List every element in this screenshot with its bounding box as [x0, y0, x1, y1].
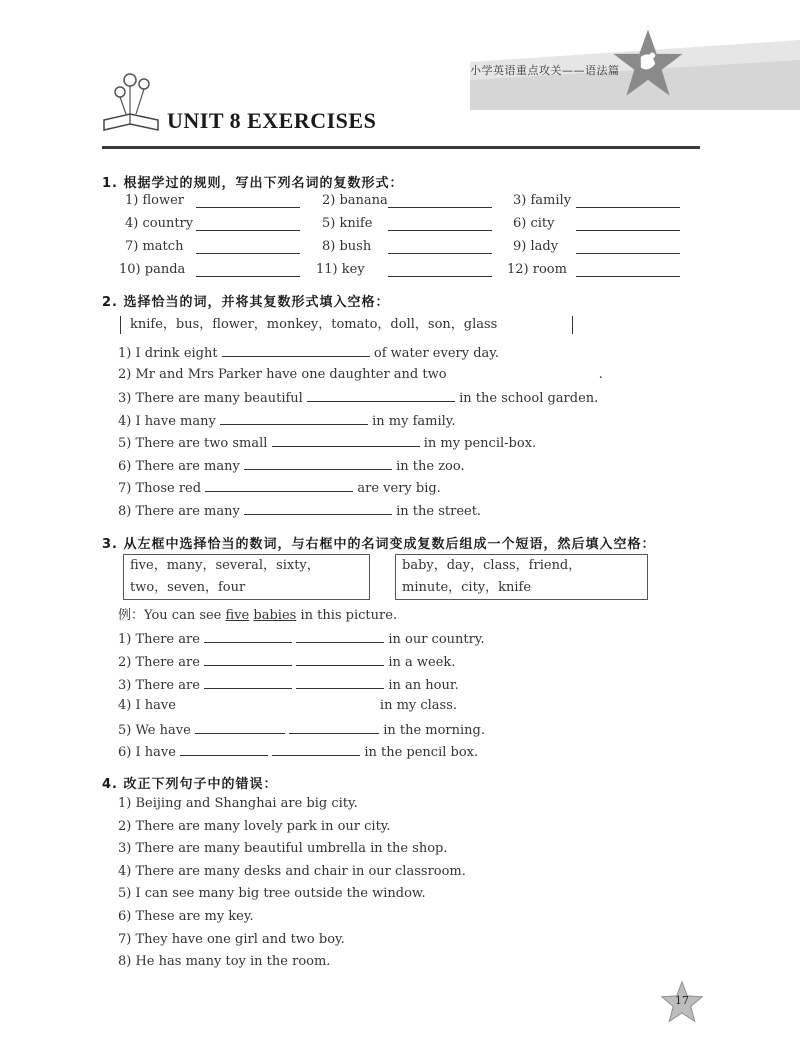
answer-blank[interactable] — [204, 675, 292, 689]
page-title: UNIT 8 EXERCISES — [167, 108, 377, 133]
answer-blank[interactable] — [196, 207, 300, 208]
s4-item-3: 3) There are many beautiful umbrella in the shop. — [118, 841, 448, 856]
answer-blank[interactable] — [307, 388, 455, 402]
answer-blank[interactable] — [180, 742, 268, 756]
s1-item-12: 12) room — [507, 262, 567, 277]
answer-blank[interactable] — [244, 456, 392, 470]
word-bank: knife，bus，flower，monkey，tomato，doll，son，glass — [130, 317, 498, 332]
answer-blank[interactable] — [196, 253, 300, 254]
answer-blank[interactable] — [388, 276, 492, 277]
s3-item-2: 2) There are in a week. — [118, 652, 455, 670]
s1-item-11: 11) key — [316, 262, 365, 277]
s4-item-8: 8) He has many toy in the room. — [118, 954, 331, 969]
s2-item-5: 5) There are two small in my pencil-box. — [118, 433, 536, 451]
answer-blank[interactable] — [296, 629, 384, 643]
answer-blank[interactable] — [272, 433, 420, 447]
s2-item-7: 7) Those red are very big. — [118, 478, 441, 496]
s4-item-5: 5) I can see many big tree outside the window. — [118, 886, 426, 901]
answer-blank[interactable] — [272, 742, 360, 756]
answer-blank[interactable] — [244, 501, 392, 515]
answer-blank[interactable] — [220, 411, 368, 425]
s1-item-1: 1) flower — [125, 193, 185, 208]
answer-blank[interactable] — [296, 652, 384, 666]
s2-item-6: 6) There are many in the zoo. — [118, 456, 465, 474]
answer-blank[interactable] — [204, 652, 292, 666]
s4-item-2: 2) There are many lovely park in our city. — [118, 819, 391, 834]
s4-item-7: 7) They have one girl and two boy. — [118, 932, 345, 947]
s4-item-1: 1) Beijing and Shanghai are big city. — [118, 796, 358, 811]
answer-blank[interactable] — [289, 720, 379, 734]
s2-item-1: 1) I drink eight of water every day. — [118, 343, 499, 361]
answer-blank[interactable] — [576, 276, 680, 277]
section1-title: 1. 根据学过的规则，写出下列名词的复数形式： — [102, 176, 404, 191]
s2-item-2: 2) Mr and Mrs Parker have one daughter and two . — [118, 367, 603, 382]
s1-item-6: 6) city — [513, 216, 555, 231]
s3-item-5: 5) We have in the morning. — [118, 720, 485, 738]
answer-blank[interactable] — [388, 207, 492, 208]
s1-item-2: 2) banana — [322, 193, 388, 208]
answer-blank[interactable] — [196, 230, 300, 231]
nouns-box-line1: baby，day，class，friend， — [402, 558, 582, 573]
section4-title: 4. 改正下列句子中的错误： — [102, 777, 278, 792]
series-title: 小学英语重点攻关——语法篇 — [470, 64, 620, 77]
star-icon — [612, 28, 684, 100]
s2-item-8: 8) There are many in the street. — [118, 501, 481, 519]
answer-blank[interactable] — [576, 207, 680, 208]
answer-blank[interactable] — [205, 478, 353, 492]
answer-blank[interactable] — [296, 675, 384, 689]
s4-item-4: 4) There are many desks and chair in our classroom. — [118, 864, 466, 879]
wordbank-right-bar — [572, 316, 573, 334]
s1-item-9: 9) lady — [513, 239, 559, 254]
answer-blank[interactable] — [576, 230, 680, 231]
s1-item-3: 3) family — [513, 193, 572, 208]
answer-blank[interactable] — [195, 720, 285, 734]
answer-blank[interactable] — [196, 276, 300, 277]
numbers-box-line2: two，seven，four — [130, 580, 246, 595]
s2-item-4: 4) I have many in my family. — [118, 411, 456, 429]
book-flower-icon — [100, 70, 162, 136]
wordbank-left-bar — [120, 316, 121, 334]
s3-item-1: 1) There are in our country. — [118, 629, 485, 647]
numbers-box-line1: five，many，several，sixty， — [130, 558, 320, 573]
answer-blank[interactable] — [204, 629, 292, 643]
s1-item-10: 10) panda — [119, 262, 186, 277]
s1-item-8: 8) bush — [322, 239, 372, 254]
answer-blank[interactable] — [388, 230, 492, 231]
answer-blank[interactable] — [222, 343, 370, 357]
s3-example: 例：You can see five babies in this picture. — [118, 608, 398, 623]
s3-item-3: 3) There are in an hour. — [118, 675, 459, 693]
s3-item-6: 6) I have in the pencil box. — [118, 742, 478, 760]
s3-item-4: 4) I have in my class. — [118, 698, 458, 713]
s1-item-5: 5) knife — [322, 216, 373, 231]
nouns-box-line2: minute，city，knife — [402, 580, 532, 595]
section2-title: 2. 选择恰当的词，并将其复数形式填入空格： — [102, 295, 390, 310]
title-rule — [102, 146, 700, 149]
s2-item-3: 3) There are many beautiful in the school garden. — [118, 388, 598, 406]
s1-item-4: 4) country — [125, 216, 194, 231]
s1-item-7: 7) match — [125, 239, 184, 254]
page-number: 17 — [675, 994, 689, 1007]
answer-blank[interactable] — [388, 253, 492, 254]
s4-item-6: 6) These are my key. — [118, 909, 254, 924]
section3-title: 3. 从左框中选择恰当的数词，与右框中的名词变成复数后组成一个短语，然后填入空格： — [102, 537, 656, 552]
answer-blank[interactable] — [576, 253, 680, 254]
